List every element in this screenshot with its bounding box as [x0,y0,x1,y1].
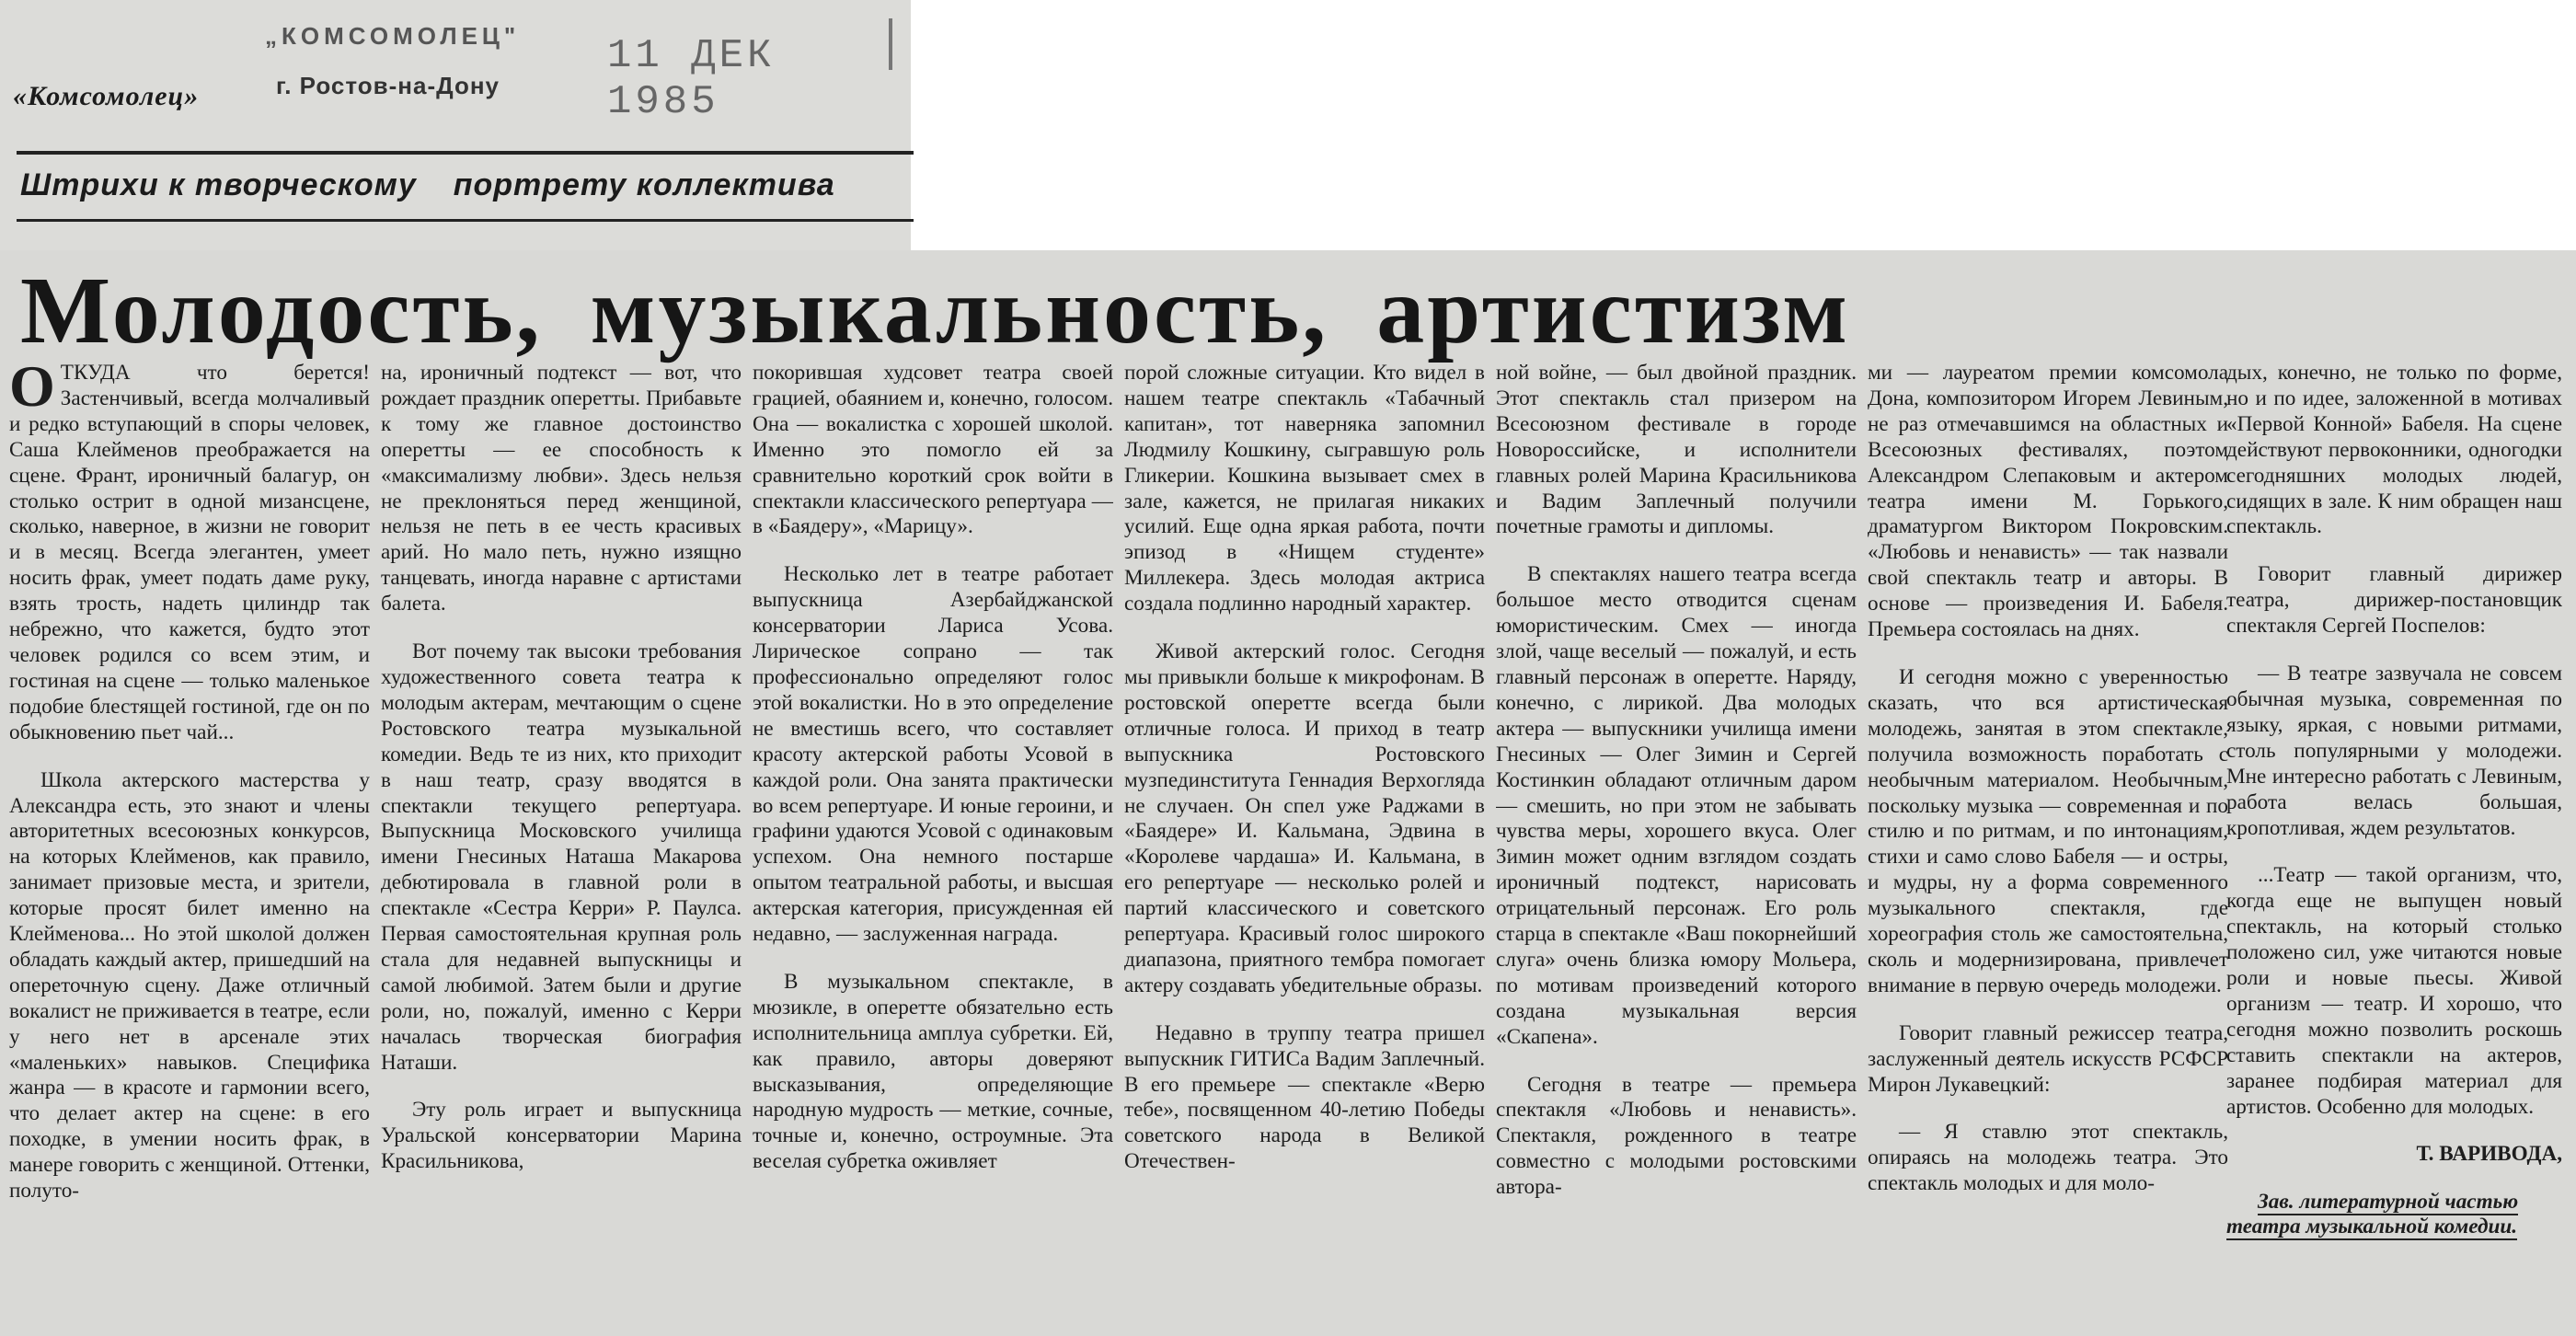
headline [20,256,1850,365]
article-column-6 [1868,361,2228,1331]
author-position: Зав. литературной частью театра музыкальной комедии. [2226,1190,2519,1239]
stamp-newspaper-name: „КОМСОМОЛЕЦ" [265,22,521,50]
paragraph: Вот почему так высоки требования художественного совета театра к молодым актерам, мечтающим о сцене Ростовского театра музыкальной комедии. Ведь те из них, кто приходит в наш театр, сразу вводятся в спектакли текущего репертуара. Выпускница Московского училища имени Гнесиных Наташа Макарова дебютировала в главной роли в спектакле «Сестра Керри» Р. Паулса. Первая самостоятельная крупная роль стала для недавней выпускницы и самой любимой. Затем были и другие роли, но, пожалуй, именно с Керри началась творческая биография Наташи. [381,639,742,1075]
paragraph: В музыкальном спектакле, в мюзикле, в оперетте обязательно есть исполнительница амплуа субретки. Ей, как правило, авторы доверяют высказывания, определяющие народную мудрость — меткие, сочные, точные и, конечно, остроумные. Эта веселая субретка оживляет [753,969,1113,1174]
stamp-date: 11 ДЕК 1985 [607,33,776,125]
rubric-part-2: портрету коллектива [453,167,835,202]
headline-word-1: Молодость, [20,258,543,363]
paragraph: покорившая худсовет театра своей грацией, обаянием и, конечно, голосом. Она — вокалистка с хорошей школой. Именно это помогло ей за сравнительно короткий срок войти в спектакли классического репертуара — в «Баядеру», «Марицу». [753,361,1113,539]
paragraph: В спектаклях нашего театра всегда большое место отводится сценам юмористическим. Смех — иногда злой, чаще веселый — пожалуй, и есть главный персонаж в оперетте. Наряду, конечно, с лирикой. Два молодых актера — выпускники училища имени Гнесиных — Олег Зимин и Сергей Костинкин обладают отличным даром — смешить, но при этом не забывать чувства меры, хорошего вкуса. Олег Зимин может одним взглядом создать ироничный подтекст, нарисовать отрицательный персонаж. Его роль старца в спектакле «Ваш покорнейший слуга» очень близка юмору Мольера, по мотивам произведений которого создана музыкальная версия «Скапена». [1496,562,1857,1049]
author-signature: Т. ВАРИВОДА, [2416,1142,2562,1167]
headline-word-3: артистизм [1376,258,1851,363]
article-column-4 [1124,361,1485,1331]
paragraph: дых, конечно, не только по форме, но и по идее, заложенной в мотивах «Первой Конной» Бабеля. На сцене действуют первоконники, одногодки сегодняшних молодых людей, сидящих в зале. К ним обращен наш спектакль. [2226,361,2562,539]
rubric-part-1: Штрихи к творческому [20,167,417,202]
article-column-2 [381,361,742,1331]
newspaper-source: «Комсомолец» [13,81,200,111]
rubric-top-rule [17,151,914,155]
paragraph: Сегодня в театре — премьера спектакля «Любовь и ненависть». Спектакля, рожденного в театре совместно с молодыми ростовскими автора- [1496,1072,1857,1200]
article-column-3 [753,361,1113,1331]
article-column-7 [2226,361,2562,1331]
paragraph: Говорит главный дирижер театра, дирижер-постановщик спектакля Сергей Поспелов: [2226,562,2562,639]
article-column-5 [1496,361,1857,1331]
paragraph: ной войне, — был двойной праздник. Этот спектакль стал призером на Всесоюзном фестивале в городе Новороссийске, и исполнители главных ролей Марина Красильникова и Вадим Заплечный получили почетные грамоты и дипломы. [1496,361,1857,539]
paragraph: на, ироничный подтекст — вот, что рождает праздник оперетты. Прибавьте к тому же главное достоинство оперетты — ее способность к «максимализму любви». Здесь нельзя не преклоняться перед женщиной, нельзя не петь в ее честь красивых арий. Но мало петь, нужно изящно танцевать, иногда наравне с артистами балета. [381,361,742,616]
headline-word-2: музыкальность, [590,258,1329,363]
paragraph: ОТКУДА что берется! Застенчивый, всегда молчаливый и редко вступающий в споры человек, Саша Клейменов преображается на сцене. Франт, ироничный балагур, он столько острит в одной мизансцене, сколько, наверное, в жизни не говорит и в месяц. Всегда элегантен, умеет носить фрак, умеет подать даме руку, взять трость, надеть цилиндр так небрежно, что кажется, будто этот человек родился со всем этим, и гостиная на сцене — только маленькое подобие блестящей гостиной, где он по обыкновению пьет чай... [9,361,370,744]
paragraph: порой сложные ситуации. Кто видел в нашем театре спектакль «Табачный капитан», тот наверняка запомнил Людмилу Кошкину, сыгравшую роль Гликерии. Кошкина вызывает смех в зале, кажется, не прилагая никаких усилий. Еще одна яркая работа, почти эпизод в «Нищем студенте» Миллекера. Здесь молодая актриса создала подлинно народный характер. [1124,361,1485,616]
paragraph: Эту роль играет и выпускница Уральской консерватории Марина Красильникова, [381,1098,742,1174]
paragraph: — В театре зазвучала не совсем обычная музыка, современная по языку, яркая, с новыми ритмами, столь популярными у молодежи. Мне интересно работать с Левиным, работа велась большая, кропотливая, ждем результатов. [2226,662,2562,840]
stamp-city: г. Ростов-на-Дону [276,72,500,99]
article-column-1 [9,361,370,1331]
paragraph: ...Театр — такой организм, что, когда еще не выпущен новый спектакль, на который столько положено сил, уже читаются новые роли и новые пьесы. Живой организм — театр. И хорошо, что сегодня можно позволить роскошь ставить спектакли на актеров, заранее подбирая материал для артистов. Особенно для молодых. [2226,863,2562,1119]
paragraph: Живой актерский голос. Сегодня мы привыкли больше к микрофонам. В ростовской оперетте всегда были отличные голоса. И приход в театр выпускника Ростовского музпединститута Геннадия Верхогляда не случаен. Он спел уже Раджами в «Баядере» И. Кальмана, Эдвина в «Королеве чардаша» И. Кальмана, в его репертуаре — несколько ролей и партий классического и советского репертуара. Красивый голос широкого диапазона, приятного тембра помогает актеру создавать убедительные образы. [1124,639,1485,997]
masthead [0,0,911,250]
paragraph: Школа актерского мастерства у Александра есть, это знают и члены авторитетных всесоюзных конкурсов, на которых Клейменов, как правило, занимает призовые места, и зрители, которые просят билет именно на Клейменова... Но этой школой должен обладать каждый актер, пришедший на опереточную сцену. Даже отличный вокалист не приживается в театре, если у него нет в арсенале этих «маленьких» навыков. Специфика жанра — в красоте и гармонии всего, что делает актер на сцене: в его походке, в умении носить фрак, в манере говорить с женщиной. Оттенки, полуто- [9,767,370,1204]
drop-cap: О [9,361,55,419]
paragraph: Несколько лет в театре работает выпускница Азербайджанской консерватории Лариса Усова. Лирическое сопрано — так профессионально определяют голос этой вокалистки. Но в это определение не вместишь всего, что составляет красоту актерской работы Усовой в каждой роли. Она занята практически во всем репертуаре. И юные героини, и графини удаются Усовой с одинаковым успехом. Она немного постарше опытом театральной работы, и высшая актерская категория, присужденная ей недавно, — заслуженная награда. [753,562,1113,947]
paragraph: — Я ставлю этот спектакль, опираясь на молодежь театра. Это спектакль молодых и для моло- [1868,1120,2228,1196]
paragraph: ми — лауреатом премии комсомола Дона, композитором Игорем Левиным, не раз отмечавшимся на областных и Всесоюзных фестивалях, поэтом Александром Слепаковым и актером театра имени М. Горького, драматургом Виктором Покровским. «Любовь и ненависть» — так назвали свой спектакль театр и авторы. В основе — произведения И. Бабеля. Премьера состоялась на днях. [1868,361,2228,642]
paragraph: И сегодня можно с уверенностью сказать, что вся артистическая молодежь, занятая в этом спектакле, получила возможность поработать с необычным материалом. Необычным, поскольку музыка — современная и по стилю и по ритмам, и по интонациям, стихи и само слово Бабеля — и остры, и мудры, ну а форма современного музыкального спектакля, где хореография столь же самостоятельна, сколь и модернизирована, привлечет внимание в первую очередь молодежи. [1868,664,2228,997]
stamp-mark [889,18,892,70]
rubric-bottom-rule [17,219,914,222]
paragraph: Говорит главный режиссер театра, заслуженный деятель искусств РСФСР Мирон Лукавецкий: [1868,1020,2228,1097]
paragraph: Недавно в труппу театра пришел выпускник ГИТИСа Вадим Заплечный. В его премьере — спектакле «Верю тебе», посвященном 40-летию Победы советского народа в Великой Отечествен- [1124,1020,1485,1174]
rubric [20,167,835,203]
